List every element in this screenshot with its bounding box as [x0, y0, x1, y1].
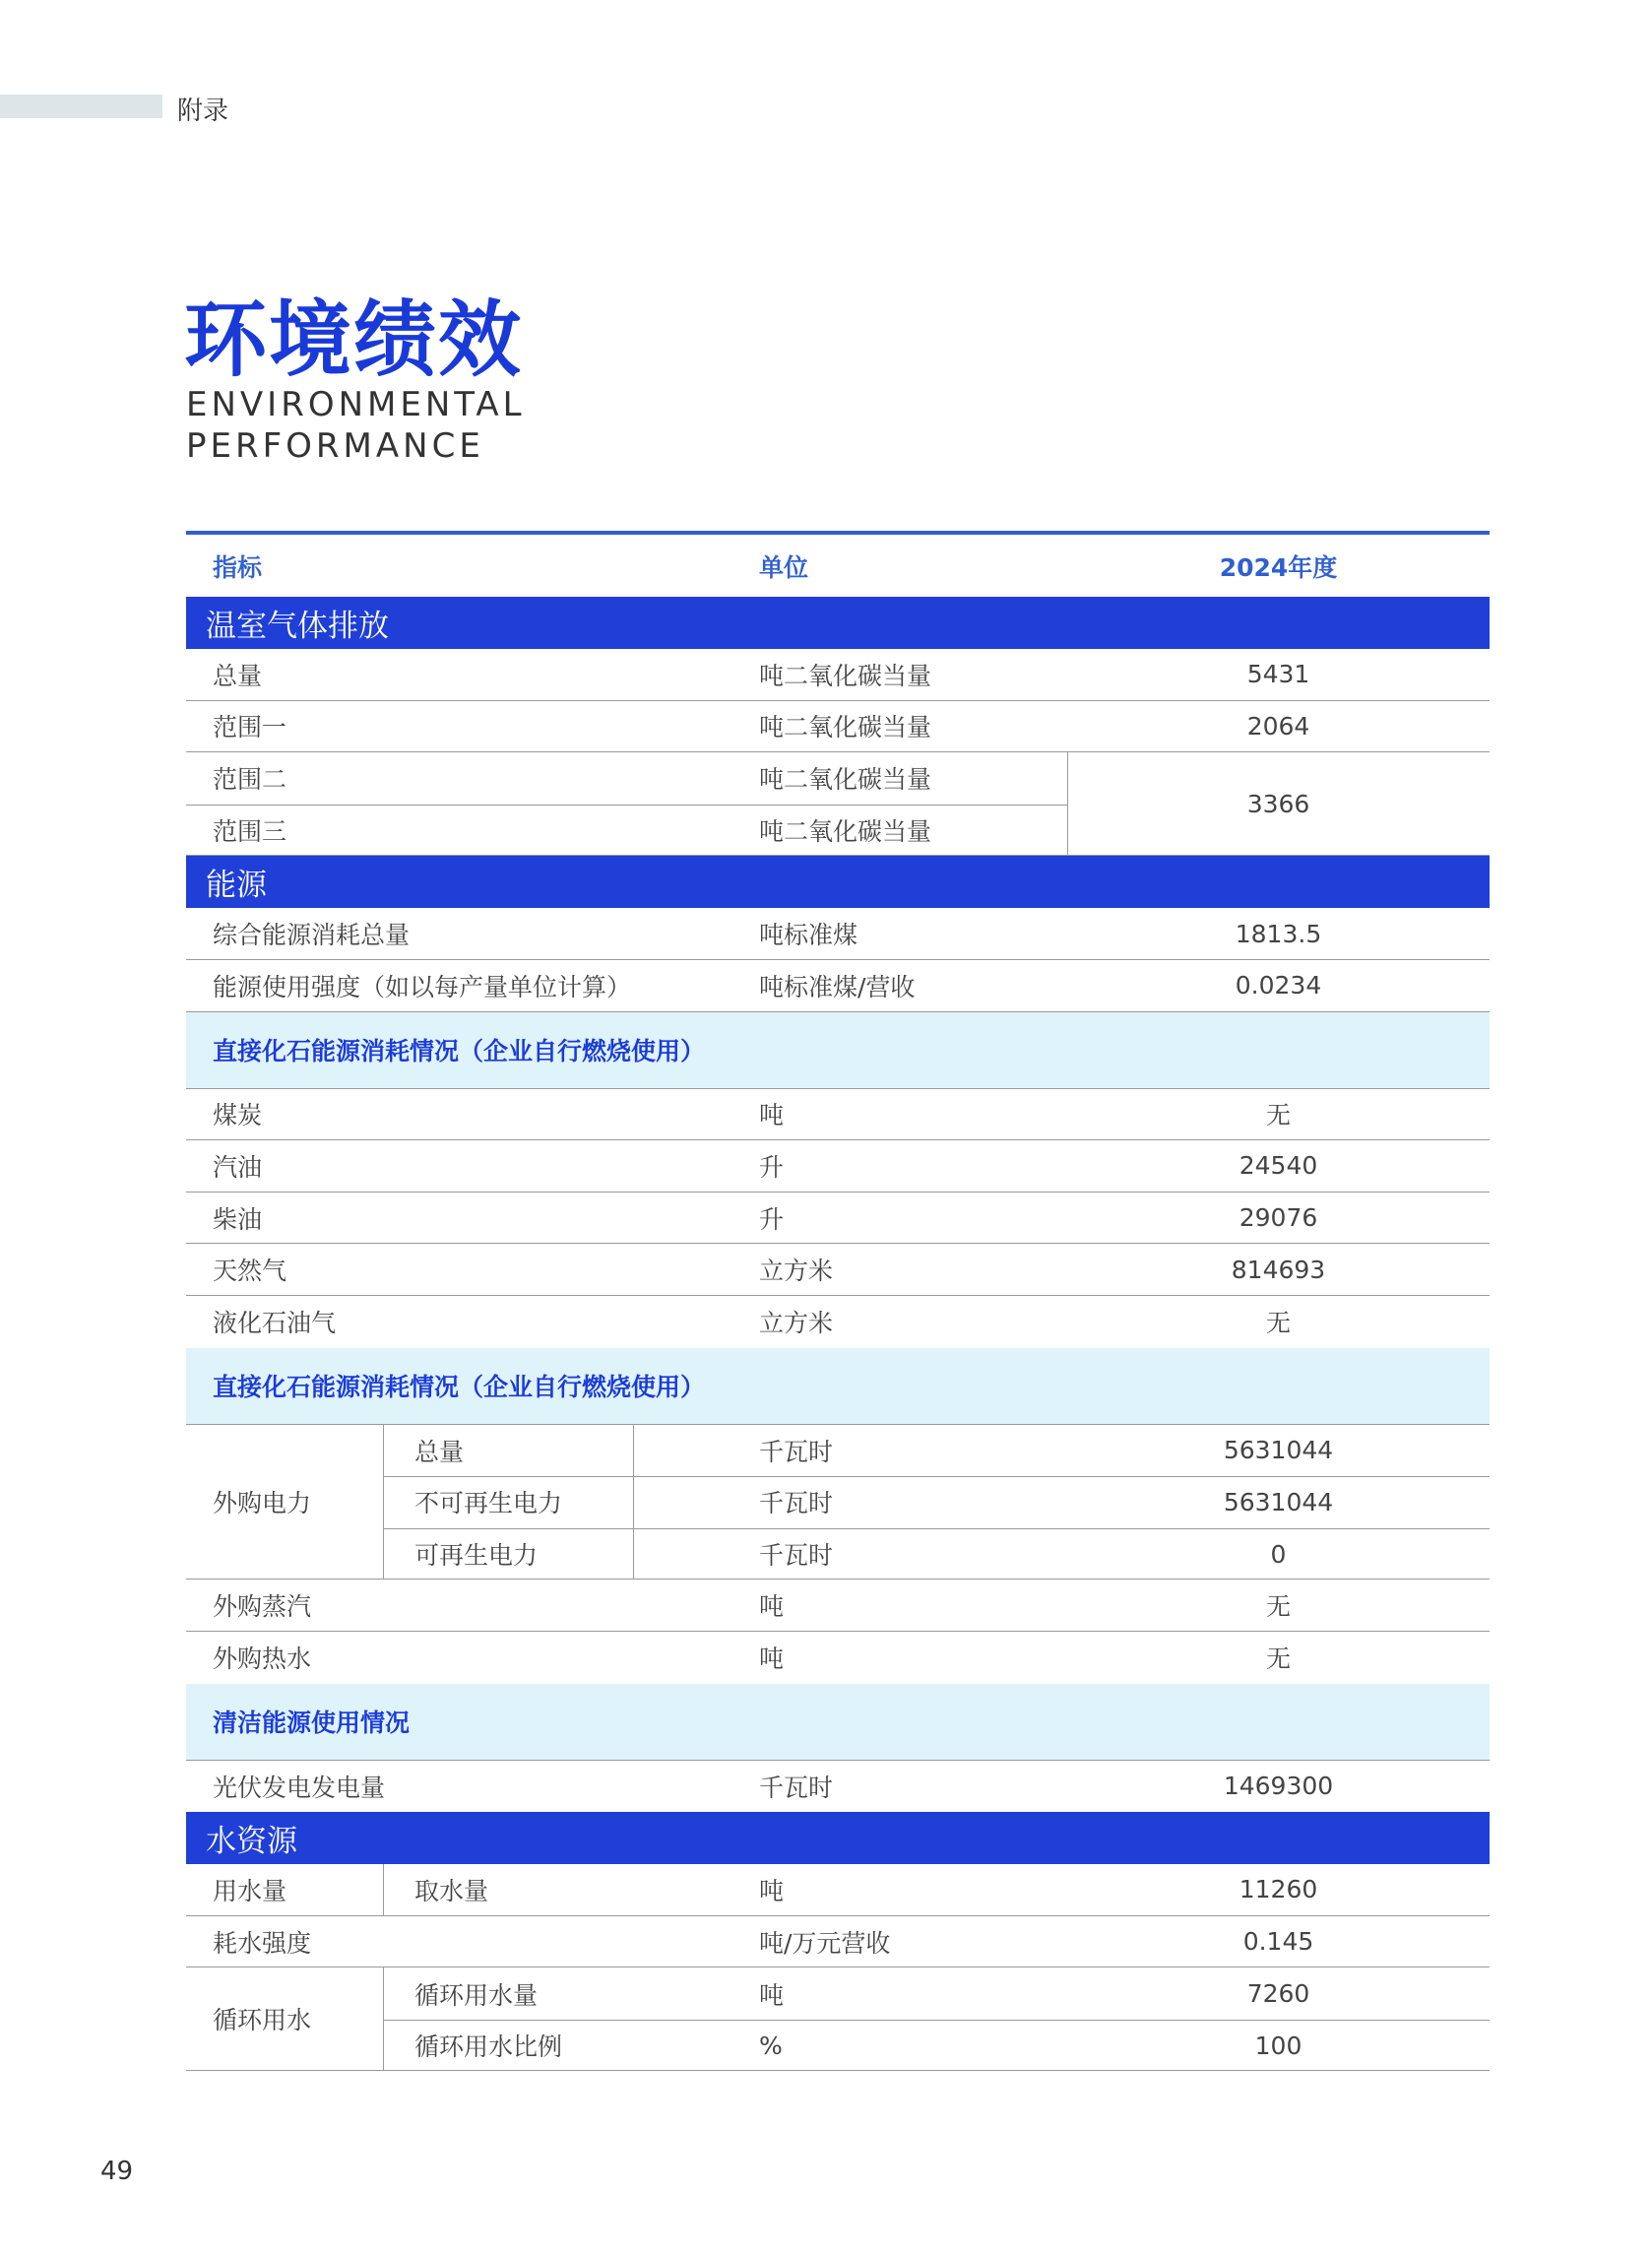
table-row [186, 1967, 1490, 2020]
row-unit: 千瓦时 [759, 1437, 834, 1466]
header-accent-bar [0, 95, 162, 118]
row-unit: 吨 [759, 1101, 785, 1130]
row-indicator: 汽油 [213, 1152, 263, 1182]
row-value: 7260 [1246, 1979, 1310, 2009]
page-title-cn: 环境绩效 [184, 291, 524, 388]
row-unit: 吨标准煤 [759, 921, 858, 950]
row-value: 5431 [1246, 660, 1310, 689]
section-water [186, 1812, 1490, 1864]
row-value: 无 [1265, 1644, 1291, 1674]
row-value: 24540 [1239, 1151, 1318, 1181]
row-value: 0 [1270, 1539, 1287, 1569]
merged-scope-group [186, 752, 1490, 856]
row-value: 2064 [1246, 711, 1310, 741]
subsection-indirect [186, 1348, 1490, 1425]
row-unit: 吨/万元营收 [759, 1928, 891, 1958]
row-value: 11260 [1239, 1875, 1318, 1904]
table-row [186, 2020, 1490, 2072]
section-title: 能源 [206, 868, 267, 904]
table-row [186, 1296, 1490, 1348]
row-unit: 千瓦时 [759, 1489, 834, 1518]
table-row [186, 1864, 1490, 1916]
row-unit: 立方米 [759, 1309, 834, 1338]
table-row [186, 1632, 1490, 1684]
table-row [186, 1476, 1490, 1528]
row-unit: 吨二氧化碳当量 [759, 661, 932, 690]
column-header-unit: 单位 [759, 552, 809, 582]
row-unit: 立方米 [759, 1257, 834, 1286]
table-row [186, 1528, 1490, 1580]
group-label: 循环用水 [213, 2006, 312, 2035]
row-value: 无 [1265, 1592, 1291, 1622]
row-indicator: 耗水强度 [213, 1928, 312, 1958]
row-unit: 吨二氧化碳当量 [759, 765, 932, 795]
row-indicator: 能源使用强度（如以每产量单位计算） [213, 972, 632, 1001]
environmental-performance-table [186, 531, 1490, 2071]
row-indicator: 煤炭 [213, 1101, 263, 1130]
table-row [186, 1089, 1490, 1141]
row-unit: 千瓦时 [759, 1541, 834, 1571]
row-indicator: 液化石油气 [213, 1309, 337, 1338]
electricity-group [186, 1425, 1490, 1580]
row-indicator: 范围一 [213, 713, 287, 742]
table-row [186, 1425, 1490, 1477]
row-value: 0.145 [1242, 1927, 1314, 1956]
row-subindicator: 不可再生电力 [414, 1489, 563, 1518]
row-unit: 吨二氧化碳当量 [759, 817, 932, 847]
row-unit: 吨 [759, 1980, 785, 2010]
recycle-water-group [186, 1967, 1490, 2071]
section-title: 水资源 [206, 1824, 297, 1860]
table-row [186, 649, 1490, 701]
row-value: 1469300 [1223, 1772, 1334, 1801]
row-indicator: 总量 [213, 661, 263, 690]
row-value: 29076 [1239, 1203, 1318, 1233]
row-unit: 升 [759, 1152, 785, 1182]
row-value: 无 [1265, 1101, 1291, 1130]
table-row [186, 1580, 1490, 1632]
row-indicator: 综合能源消耗总量 [213, 921, 411, 950]
row-indicator: 柴油 [213, 1204, 263, 1234]
table-row [186, 701, 1490, 753]
group-label: 外购电力 [213, 1488, 312, 1517]
row-indicator: 范围二 [213, 765, 287, 795]
table-row [186, 1140, 1490, 1193]
row-unit: % [759, 2031, 783, 2060]
row-indicator: 外购蒸汽 [213, 1592, 312, 1622]
row-unit: 千瓦时 [759, 1773, 834, 1802]
column-header-year: 2024年度 [1219, 552, 1338, 582]
row-value: 1813.5 [1235, 919, 1322, 948]
row-subindicator: 总量 [414, 1437, 465, 1466]
section-title: 温室气体排放 [206, 609, 389, 644]
row-unit: 升 [759, 1204, 785, 1234]
row-value: 5631044 [1223, 1487, 1334, 1516]
page-number: 49 [100, 2157, 134, 2186]
row-indicator: 用水量 [213, 1876, 287, 1905]
table-row [186, 1244, 1490, 1296]
row-value: 100 [1254, 2031, 1303, 2060]
row-indicator: 天然气 [213, 1257, 287, 1286]
column-divider [383, 1864, 384, 1915]
column-header-indicator: 指标 [213, 552, 263, 582]
table-row [186, 908, 1490, 960]
header-section-label: 附录 [177, 97, 229, 126]
row-subindicator: 循环用水比例 [414, 2032, 563, 2062]
row-indicator: 光伏发电发电量 [213, 1773, 386, 1802]
subsection-direct-fossil [186, 1012, 1490, 1089]
row-indicator: 范围三 [213, 817, 287, 847]
row-value: 无 [1265, 1309, 1291, 1338]
row-value: 5631044 [1223, 1436, 1334, 1465]
row-value: 0.0234 [1235, 971, 1322, 1000]
row-subindicator: 取水量 [414, 1876, 489, 1905]
page-title-en-line1: ENVIRONMENTAL [186, 385, 526, 424]
row-value: 814693 [1231, 1255, 1326, 1284]
row-unit: 吨 [759, 1876, 785, 1905]
row-subindicator: 可再生电力 [414, 1541, 539, 1571]
table-header-row [186, 535, 1490, 597]
subsection-title: 直接化石能源消耗情况（企业自行燃烧使用） [213, 1373, 706, 1402]
row-unit: 吨标准煤/营收 [759, 972, 916, 1001]
subsection-title: 清洁能源使用情况 [213, 1709, 411, 1738]
row-unit: 吨 [759, 1644, 785, 1674]
row-unit: 吨 [759, 1592, 785, 1622]
page-title-en-line2: PERFORMANCE [186, 426, 484, 466]
page-title-en [186, 384, 526, 467]
table-row [186, 1761, 1490, 1813]
subsection-title: 直接化石能源消耗情况（企业自行燃烧使用） [213, 1037, 706, 1066]
subsection-clean-energy [186, 1684, 1490, 1761]
merged-value: 3366 [1246, 789, 1310, 818]
row-subindicator: 循环用水量 [414, 1980, 539, 2010]
row-indicator: 外购热水 [213, 1644, 312, 1674]
table-row [186, 960, 1490, 1012]
section-energy [186, 856, 1490, 908]
section-ghg [186, 597, 1490, 649]
table-row [186, 1916, 1490, 1968]
table-row [186, 1193, 1490, 1245]
row-unit: 吨二氧化碳当量 [759, 713, 932, 742]
